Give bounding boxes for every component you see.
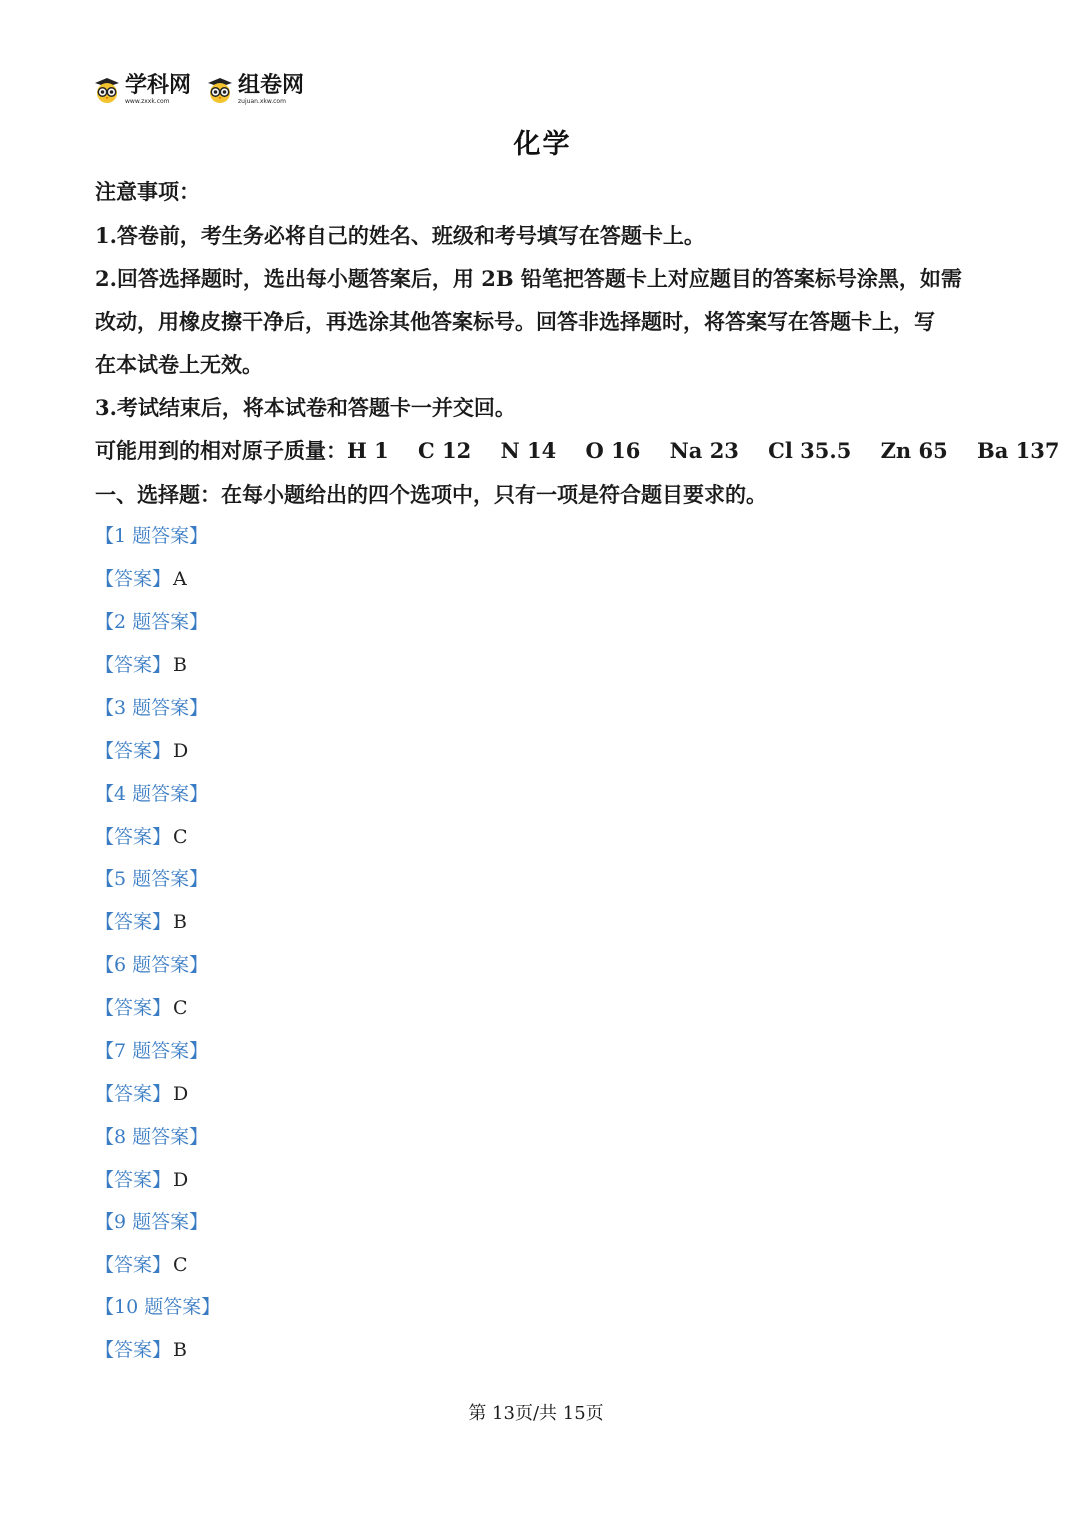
atomic-mass-label: 可能用到的相对原子质量： <box>95 438 347 463</box>
notice-item-1: 1.答卷前，考生务必将自己的姓名、班级和考号填写在答题卡上。 <box>95 223 705 248</box>
owl-mascot-icon <box>205 75 235 105</box>
atomic-mass-line <box>95 440 1059 461</box>
answer-label: 【答案】 <box>95 997 172 1019</box>
answer-label: 【答案】 <box>95 568 172 590</box>
answer-label: 【答案】 <box>95 1339 172 1361</box>
atomic-mass-item: Na 23 <box>669 438 739 463</box>
logo-url: zujuan.xkw.com <box>238 98 286 105</box>
answer-heading <box>95 1298 220 1317</box>
question-heading: 【7 题答案】 <box>95 1040 209 1062</box>
zujuanwang-logo <box>205 75 304 105</box>
answer-label: 【答案】 <box>95 1254 172 1276</box>
answer-label: 【答案】 <box>95 911 172 933</box>
answer-row <box>95 828 188 847</box>
answer-row <box>95 913 187 932</box>
answer-row <box>95 1256 188 1275</box>
page-title: 化学 <box>513 129 572 160</box>
notice-item-2-line-2: 改动，用橡皮擦干净后，再选涂其他答案标号。回答非选择题时，将答案写在答题卡上，写 <box>95 309 935 334</box>
answer-label: 【答案】 <box>95 740 172 762</box>
notice-item-3: 3.考试结束后，将本试卷和答题卡一并交回。 <box>95 395 516 420</box>
answer-value: B <box>173 911 187 933</box>
answer-heading <box>95 1042 208 1061</box>
page-number: 第 13页/共 15页 <box>468 1403 604 1424</box>
answer-value: B <box>173 654 187 676</box>
atomic-mass-item: Ba 137 <box>976 438 1060 463</box>
answer-heading <box>95 1128 208 1147</box>
answer-heading <box>95 527 208 546</box>
question-heading: 【5 题答案】 <box>95 868 209 890</box>
atomic-mass-item: H 1 <box>347 438 389 463</box>
atomic-mass-item: Zn 65 <box>880 438 948 463</box>
question-heading: 【2 题答案】 <box>95 611 209 633</box>
answer-row <box>95 570 187 589</box>
answer-value: A <box>173 568 187 590</box>
answer-value: D <box>173 1083 189 1105</box>
answer-value: B <box>173 1339 187 1361</box>
answer-heading <box>95 956 208 975</box>
question-heading: 【6 题答案】 <box>95 954 209 976</box>
logo-url: www.zxxk.com <box>125 98 170 105</box>
answer-value: C <box>173 1254 188 1276</box>
question-heading: 【9 题答案】 <box>95 1211 209 1233</box>
answer-value: C <box>173 997 188 1019</box>
answer-value: D <box>173 740 189 762</box>
answer-row <box>95 1341 187 1360</box>
notice-item-2-line-1: 2.回答选择题时，选出每小题答案后，用 2B 铅笔把答题卡上对应题目的答案标号涂黑，如需 <box>95 266 962 291</box>
answer-label: 【答案】 <box>95 826 172 848</box>
question-heading: 【3 题答案】 <box>95 697 209 719</box>
atomic-mass-item: O 16 <box>585 438 641 463</box>
answer-row <box>95 742 188 761</box>
answer-value: C <box>173 826 188 848</box>
answer-heading <box>95 613 208 632</box>
notice-item-2-line-3: 在本试卷上无效。 <box>95 352 263 377</box>
atomic-mass-item: N 14 <box>500 438 557 463</box>
xuekewang-logo <box>92 75 191 105</box>
atomic-mass-item: Cl 35.5 <box>768 438 852 463</box>
question-heading: 【4 题答案】 <box>95 783 209 805</box>
answer-row <box>95 656 187 675</box>
logo-name: 学科网 <box>125 73 192 98</box>
answer-row <box>95 999 188 1018</box>
question-heading: 【8 题答案】 <box>95 1126 209 1148</box>
header-logos <box>92 70 318 110</box>
question-heading: 【10 题答案】 <box>95 1296 221 1318</box>
section-heading: 一、选择题：在每小题给出的四个选项中，只有一项是符合题目要求的。 <box>95 482 767 507</box>
answer-label: 【答案】 <box>95 1083 172 1105</box>
answer-heading <box>95 699 208 718</box>
atomic-mass-item: C 12 <box>418 438 472 463</box>
notice-heading: 注意事项： <box>95 179 200 204</box>
answer-row <box>95 1085 188 1104</box>
answer-heading <box>95 1213 208 1232</box>
answer-value: D <box>173 1169 189 1191</box>
question-heading: 【1 题答案】 <box>95 525 209 547</box>
answer-row <box>95 1171 188 1190</box>
answer-heading <box>95 870 208 889</box>
answer-heading <box>95 785 208 804</box>
owl-mascot-icon <box>92 75 122 105</box>
answer-label: 【答案】 <box>95 654 172 676</box>
logo-name: 组卷网 <box>238 73 305 98</box>
answer-label: 【答案】 <box>95 1169 172 1191</box>
